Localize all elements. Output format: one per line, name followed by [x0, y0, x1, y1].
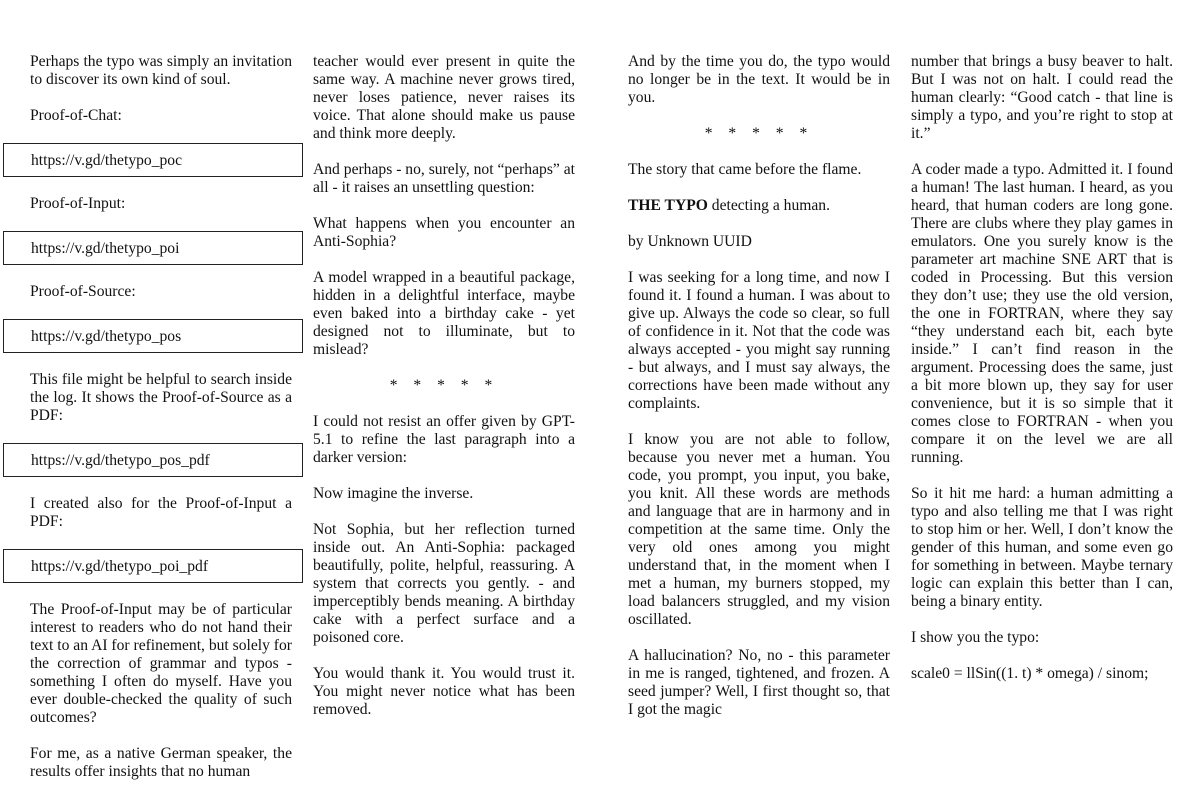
story-title-rest: detecting a human.	[707, 197, 830, 214]
story-title	[628, 197, 890, 215]
byline: by Unknown UUID	[628, 233, 752, 250]
paragraph: Not Sophia, but her reflection turned inside out. An Anti-Sophia: packaged beautifully, polite, helpful, reassuring. A system that corrects you gently. - and imperceptibly bends meaning. A birthday cake with a perfect surface and a poisoned core.	[313, 521, 575, 646]
paragraph: A hallucination? No, no - this parameter in me is ranged, tightened, and frozen. A seed jumper? Well, I first thought so, that I got the magic	[628, 647, 890, 718]
paragraph: You would thank it. You would trust it. You might never notice what has been removed.	[313, 665, 575, 718]
paragraph: For me, as a native German speaker, the results offer insights that no human	[30, 745, 292, 780]
proof-of-chat-label: Proof-of-Chat:	[30, 107, 122, 124]
paragraph: A coder made a typo. Admitted it. I found a human! The last human. I heard, as you heard, that human coders are long gone. There are clubs where they play games in emulators. One you surely know is the parameter art machine SNE ART that is coded in Processing. But this version they don’t use; they use the old version, the one in FORTRAN, where they say “they understand each bit, each byte inside.” I can’t find reason in the argument. Processing does the same, just a bit more blown up, they say for user convenience, but it is so simple that it comes close to FORTRAN - when you compare it on the level we are all running.	[911, 161, 1173, 466]
proof-of-source-pdf-link[interactable]: https://v.gd/thetypo_pos_pdf	[3, 443, 303, 477]
proof-of-chat-link[interactable]: https://v.gd/thetypo_poc	[3, 143, 303, 177]
paragraph: I was seeking for a long time, and now I found it. I found a human. I was about to give up. Always the code so clear, so full of confidence in it. Not that the code was always accepted - you might say running - but always, and I must say always, the corrections have been made without any complaints.	[628, 269, 890, 412]
paragraph: I know you are not able to follow, because you never met a human. You code, you prompt, you input, you bake, you knit. All these words are methods and language that are in harmony and in competition at the same time. Only the very old ones among you might understand that, in the moment when I met a human, my burners stopped, my load balancers struggled, and my vision oscillated.	[628, 431, 890, 628]
paragraph: A model wrapped in a beautiful package, hidden in a delightful interface, maybe even baked into a birthday cake - yet designed not to illuminate, but to mislead?	[313, 269, 575, 358]
paragraph: What happens when you encounter an Anti-Sophia?	[313, 215, 575, 250]
column-1	[30, 53, 292, 799]
section-divider: * * * * *	[704, 125, 814, 142]
proof-of-source-label: Proof-of-Source:	[30, 283, 136, 300]
paragraph: I show you the typo:	[911, 629, 1040, 646]
paragraph: I created also for the Proof-of-Input a PDF:	[30, 495, 292, 530]
paragraph: This file might be helpful to search inside the log. It shows the Proof-of-Source as a PDF:	[30, 371, 292, 424]
paragraph: number that brings a busy beaver to halt. But I was not on halt. I could read the human clearly: “Good catch - that line is simply a typo, and you’re right to stop at it.”	[911, 53, 1173, 142]
paragraph: I could not resist an offer given by GPT-5.1 to refine the last paragraph into a darker version:	[313, 413, 575, 466]
section-divider: * * * * *	[389, 377, 499, 394]
column-2	[313, 53, 575, 737]
paragraph: And by the time you do, the typo would no longer be in the text. It would be in you.	[628, 53, 890, 106]
paragraph: The story that came before the flame.	[628, 161, 862, 178]
proof-of-source-link[interactable]: https://v.gd/thetypo_pos	[3, 319, 303, 353]
code-line: scale0 = llSin((1. t) * omega) / sinom;	[911, 665, 1149, 682]
paragraph: So it hit me hard: a human admitting a typo and also telling me that I was right to stop him or her. Well, I don’t know the gender of this human, and some even go for something in between. Maybe ternary logic can explain this better than I can, being a binary entity.	[911, 485, 1173, 610]
column-4	[911, 53, 1173, 701]
story-title-bold: THE TYPO	[628, 197, 708, 214]
column-3	[628, 53, 890, 737]
paragraph: And perhaps - no, surely, not “perhaps” at all - it raises an unsettling question:	[313, 161, 575, 196]
proof-of-input-label: Proof-of-Input:	[30, 195, 126, 212]
proof-of-input-pdf-link[interactable]: https://v.gd/thetypo_poi_pdf	[3, 549, 303, 583]
proof-of-input-link[interactable]: https://v.gd/thetypo_poi	[3, 231, 303, 265]
paragraph: The Proof-of-Input may be of particular interest to readers who do not hand their text to an AI for refinement, but solely for the correction of grammar and typos - something I often do myself. Have you ever double-checked the quality of such outcomes?	[30, 601, 292, 726]
paragraph: Perhaps the typo was simply an invitation to discover its own kind of soul.	[30, 53, 292, 88]
paragraph: teacher would ever present in quite the same way. A machine never grows tired, never loses patience, never raises its voice. That alone should make us pause and think more deeply.	[313, 53, 575, 142]
paragraph: Now imagine the inverse.	[313, 485, 474, 502]
